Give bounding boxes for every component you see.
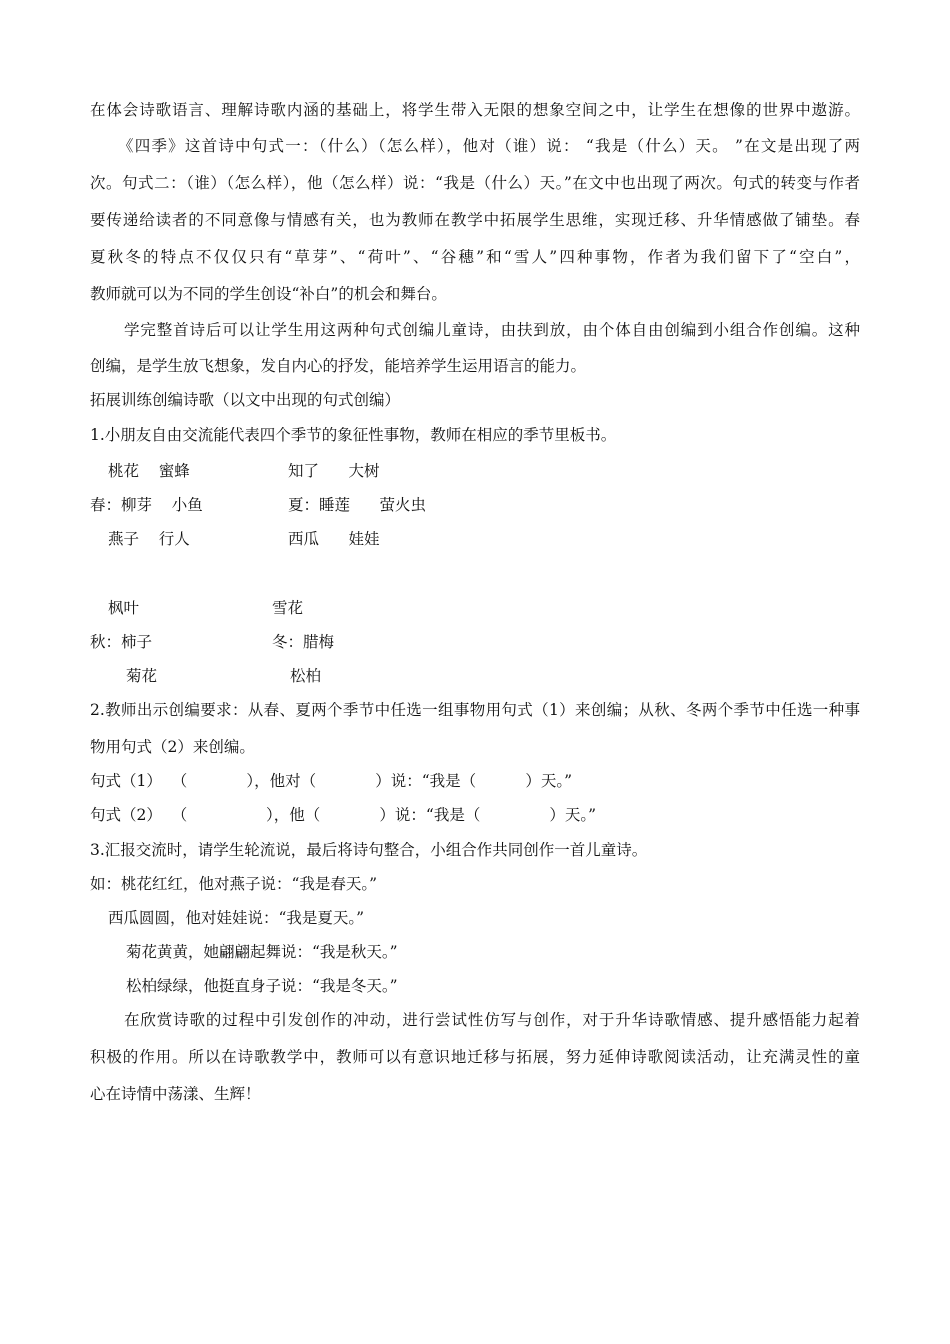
- list-item-1: 1.小朋友自由交流能代表四个季节的象征性事物，教师在相应的季节里板书。: [90, 426, 617, 444]
- winter-words-row: 冬：腊梅: [272, 633, 335, 651]
- paragraph-conclusion-line: 心在诗情中荡漾、生辉！: [90, 1085, 261, 1103]
- winter-words-row: 松柏: [290, 667, 322, 685]
- autumn-words-row: 枫叶: [108, 599, 140, 617]
- winter-words-row: 雪花: [272, 599, 304, 617]
- list-item-3: 3.汇报交流时，请学生轮流说，最后将诗句整合，小组合作共同创作一首儿童诗。: [90, 841, 648, 859]
- paragraph-intro-line: 在体会诗歌语言、理解诗歌内涵的基础上，将学生带入无限的想象空间之中，让学生在想像的世界中遨游。: [90, 101, 860, 119]
- spring-words-row: 春：柳芽 小鱼: [90, 496, 203, 514]
- paragraph-sentence-patterns-line: 要传递给读者的不同意像与情感有关，也为教师在教学中拓展学生思维，实现迁移、升华情感做了铺垫。春: [90, 211, 860, 229]
- section-heading: 拓展训练创编诗歌（以文中出现的句式创编）: [90, 391, 401, 409]
- example-line: 西瓜圆圆，他对娃娃说：“我是夏天。”: [108, 909, 365, 927]
- paragraph-sentence-patterns-line: 《四季》这首诗中句式一：（什么）（怎么样），他对（谁）说： “我是（什么）天。 ”在文是出现了两: [118, 137, 860, 155]
- paragraph-creation-line: 创编，是学生放飞想象，发自内心的抒发，能培养学生运用语言的能力。: [90, 357, 587, 375]
- sentence-pattern-2: 句式（2） （ ），他（ ）说：“我是（ ）天。”: [90, 806, 596, 824]
- list-item-2-line: 物用句式（2）来创编。: [90, 738, 255, 756]
- paragraph-conclusion-line: 在欣赏诗歌的过程中引发创作的冲动，进行尝试性仿写与创作，对于升华诗歌情感、提升感悟能力起着: [124, 1011, 860, 1029]
- summer-words-row: 西瓜 娃娃: [288, 530, 380, 548]
- example-line: 如：桃花红红，他对燕子说：“我是春天。”: [90, 875, 378, 893]
- paragraph-sentence-patterns-line: 次。句式二：（谁）（怎么样），他（怎么样）说：“我是（什么）天。”在文中也出现了两次。句式的转变与作者: [90, 174, 860, 192]
- summer-words-row: 夏：睡莲 萤火虫: [288, 496, 427, 514]
- paragraph-sentence-patterns-line: 夏秋冬的特点不仅仅只有“草芽”、“荷叶”、“谷穗”和“雪人”四种事物，作者为我们留下了“空白”，: [90, 248, 860, 266]
- spring-words-row: 燕子 行人: [108, 530, 190, 548]
- spring-words-row: 桃花 蜜蜂: [108, 462, 190, 480]
- paragraph-sentence-patterns-line: 教师就可以为不同的学生创设“补白”的机会和舞台。: [90, 285, 447, 303]
- list-item-2-line: 2.教师出示创编要求：从春、夏两个季节中任选一组事物用句式（1）来创编；从秋、冬两个季节中任选一种事: [90, 701, 860, 719]
- example-line: 松柏绿绿，他挺直身子说：“我是冬天。”: [126, 977, 398, 995]
- paragraph-creation-line: 学完整首诗后可以让学生用这两种句式创编儿童诗，由扶到放，由个体自由创编到小组合作创编。这种: [124, 321, 860, 339]
- example-line: 菊花黄黄，她翩翩起舞说：“我是秋天。”: [126, 943, 398, 961]
- sentence-pattern-1: 句式（1） （ ），他对（ ）说：“我是（ ）天。”: [90, 772, 573, 790]
- autumn-words-row: 秋：柿子: [90, 633, 153, 651]
- autumn-words-row: 菊花: [126, 667, 158, 685]
- summer-words-row: 知了 大树: [288, 462, 380, 480]
- paragraph-conclusion-line: 积极的作用。所以在诗歌教学中，教师可以有意识地迁移与拓展，努力延伸诗歌阅读活动，让充满灵性的童: [90, 1048, 860, 1066]
